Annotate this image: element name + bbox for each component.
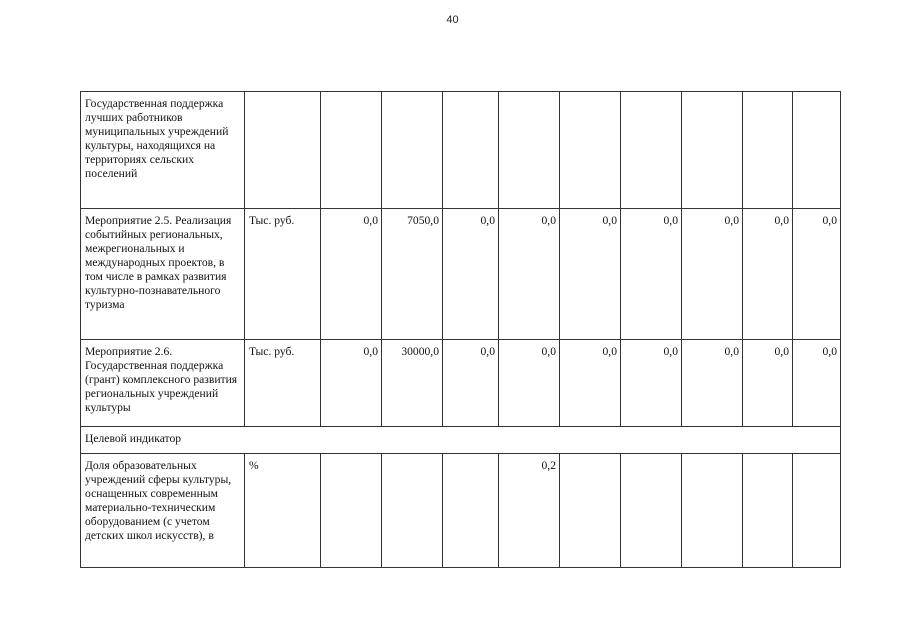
row-name-cell: Государственная поддержка лучших работников муниципальных учреждений культуры, находящихся на территориях сельских поселений [81, 92, 245, 209]
row-name-cell: Мероприятие 2.5. Реализация событийных региональных, межрегиональных и международных проектов, в том числе в рамках развития культурно-познавательного туризма [81, 209, 245, 340]
table-row [81, 92, 841, 209]
value-cell [499, 92, 560, 209]
value-cell [382, 454, 443, 568]
value-cell [682, 92, 743, 209]
unit-cell [245, 92, 321, 209]
section-heading: Целевой индикатор [81, 427, 841, 454]
value-cell [793, 454, 841, 568]
page-number: 40 [446, 14, 459, 26]
value-cell: 0,2 [499, 454, 560, 568]
table-row [81, 340, 841, 427]
value-cell: 0,0 [682, 209, 743, 340]
value-cell: 0,0 [743, 340, 793, 427]
value-cell: 0,0 [682, 340, 743, 427]
value-cell: 0,0 [621, 340, 682, 427]
row-name-cell: Мероприятие 2.6. Государственная поддержка (грант) комплексного развития региональных учреждений культуры [81, 340, 245, 427]
value-cell [621, 454, 682, 568]
value-cell [682, 454, 743, 568]
value-cell: 0,0 [499, 209, 560, 340]
budget-table [80, 91, 841, 568]
unit-cell: Тыс. руб. [245, 209, 321, 340]
unit-cell: % [245, 454, 321, 568]
value-cell [443, 454, 499, 568]
unit-cell: Тыс. руб. [245, 340, 321, 427]
value-cell [621, 92, 682, 209]
value-cell [743, 92, 793, 209]
table-row [81, 209, 841, 340]
value-cell [743, 454, 793, 568]
value-cell [321, 92, 382, 209]
value-cell: 30000,0 [382, 340, 443, 427]
value-cell: 0,0 [560, 209, 621, 340]
value-cell [382, 92, 443, 209]
value-cell: 0,0 [560, 340, 621, 427]
indicator-row [81, 454, 841, 568]
value-cell [560, 454, 621, 568]
value-cell: 0,0 [743, 209, 793, 340]
value-cell: 0,0 [443, 340, 499, 427]
value-cell: 7050,0 [382, 209, 443, 340]
value-cell: 0,0 [793, 340, 841, 427]
value-cell [321, 454, 382, 568]
value-cell [793, 92, 841, 209]
value-cell: 0,0 [321, 340, 382, 427]
indicator-name-cell: Доля образовательных учреждений сферы культуры, оснащенных современным материально-техническим оборудованием (с учетом детских школ искусств), в [81, 454, 245, 568]
value-cell: 0,0 [321, 209, 382, 340]
value-cell: 0,0 [621, 209, 682, 340]
value-cell [443, 92, 499, 209]
value-cell: 0,0 [793, 209, 841, 340]
value-cell [560, 92, 621, 209]
value-cell: 0,0 [443, 209, 499, 340]
section-heading-row [81, 427, 841, 454]
value-cell: 0,0 [499, 340, 560, 427]
